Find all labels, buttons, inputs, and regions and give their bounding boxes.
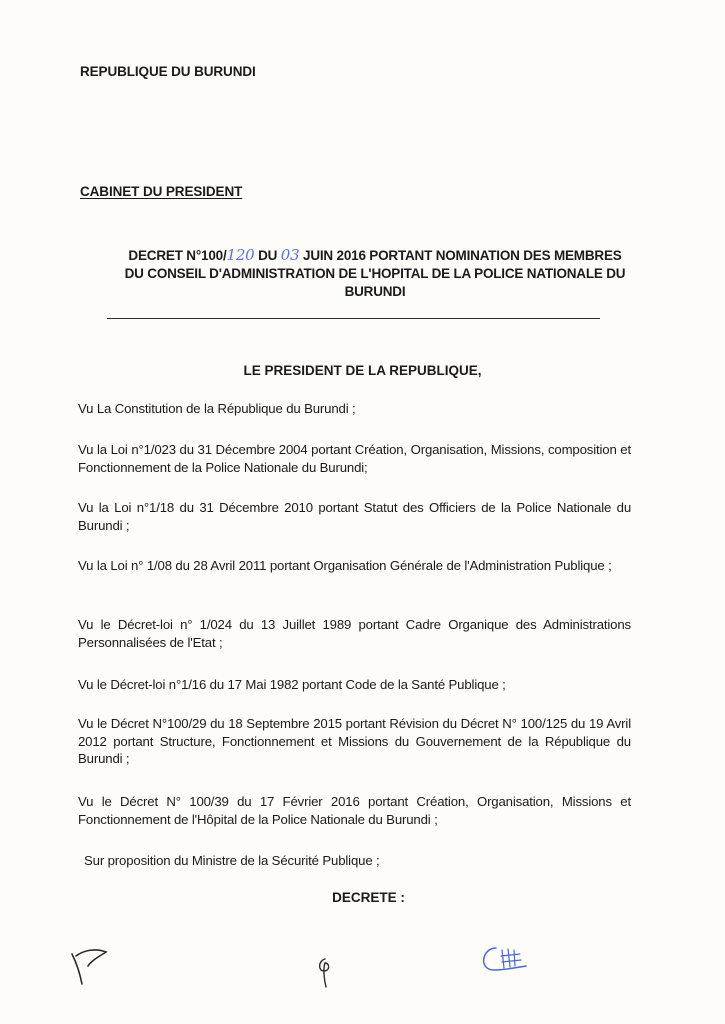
visa-constitution: Vu La Constitution de la République du Burundi ; xyxy=(78,401,356,416)
visa-decret-loi-1989: Vu le Décret-loi n° 1/024 du 13 Juillet 1989 portant Cadre Organique des Administrations Personnalisées de l'Etat ; xyxy=(78,617,631,650)
office-header: CABINET DU PRESIDENT xyxy=(80,184,243,199)
handwritten-decree-number: 120 xyxy=(226,246,255,264)
proposal-line: Sur proposition du Ministre de la Sécurité Publique ; xyxy=(84,853,380,868)
decree-du: DU xyxy=(258,248,278,263)
decree-number-prefix: DECRET N°100/ xyxy=(128,248,227,263)
initial-mark-right xyxy=(474,940,532,980)
visa-decret-loi-1982: Vu le Décret-loi n°1/16 du 17 Mai 1982 portant Code de la Santé Publique ; xyxy=(78,677,506,692)
president-heading: LE PRESIDENT DE LA REPUBLIQUE, xyxy=(243,363,482,378)
decree-title-line-3: BURUNDI xyxy=(344,284,406,299)
decrete-heading: DECRETE : xyxy=(332,890,405,905)
initial-mark-left xyxy=(66,940,112,990)
decree-title xyxy=(60,246,690,301)
initial-mark-center xyxy=(312,955,338,991)
visa-loi-2010: Vu la Loi n°1/18 du 31 Décembre 2010 portant Statut des Officiers de la Police Nationale du Burundi ; xyxy=(78,500,631,533)
visa-loi-2004: Vu la Loi n°1/023 du 31 Décembre 2004 portant Création, Organisation, Missions, composition et Fonctionnement de la Police Nationale du Burundi; xyxy=(78,442,631,475)
decree-title-line-2: DU CONSEIL D'ADMINISTRATION DE L'HOPITAL DE LA POLICE NATIONALE DU xyxy=(124,266,626,281)
decree-title-rest: JUIN 2016 PORTANT NOMINATION DES MEMBRES xyxy=(303,248,622,263)
country-header: REPUBLIQUE DU BURUNDI xyxy=(80,64,256,79)
visa-decret-2015: Vu le Décret N°100/29 du 18 Septembre 2015 portant Révision du Décret N° 100/125 du 19 Avril 2012 portant Structure, Fonctionnement et Missions du Gouvernement de la République du Burundi ; xyxy=(78,716,631,766)
visa-loi-2011: Vu la Loi n° 1/08 du 28 Avril 2011 portant Organisation Générale de l'Administration Publique ; xyxy=(78,558,612,573)
handwritten-decree-day: 03 xyxy=(280,246,300,264)
title-divider xyxy=(107,318,600,319)
visa-decret-2016: Vu le Décret N° 100/39 du 17 Février 2016 portant Création, Organisation, Missions et Fonctionnement de l'Hôpital de la Police Nationale du Burundi ; xyxy=(78,794,631,827)
decree-title-line-1 xyxy=(60,246,690,265)
